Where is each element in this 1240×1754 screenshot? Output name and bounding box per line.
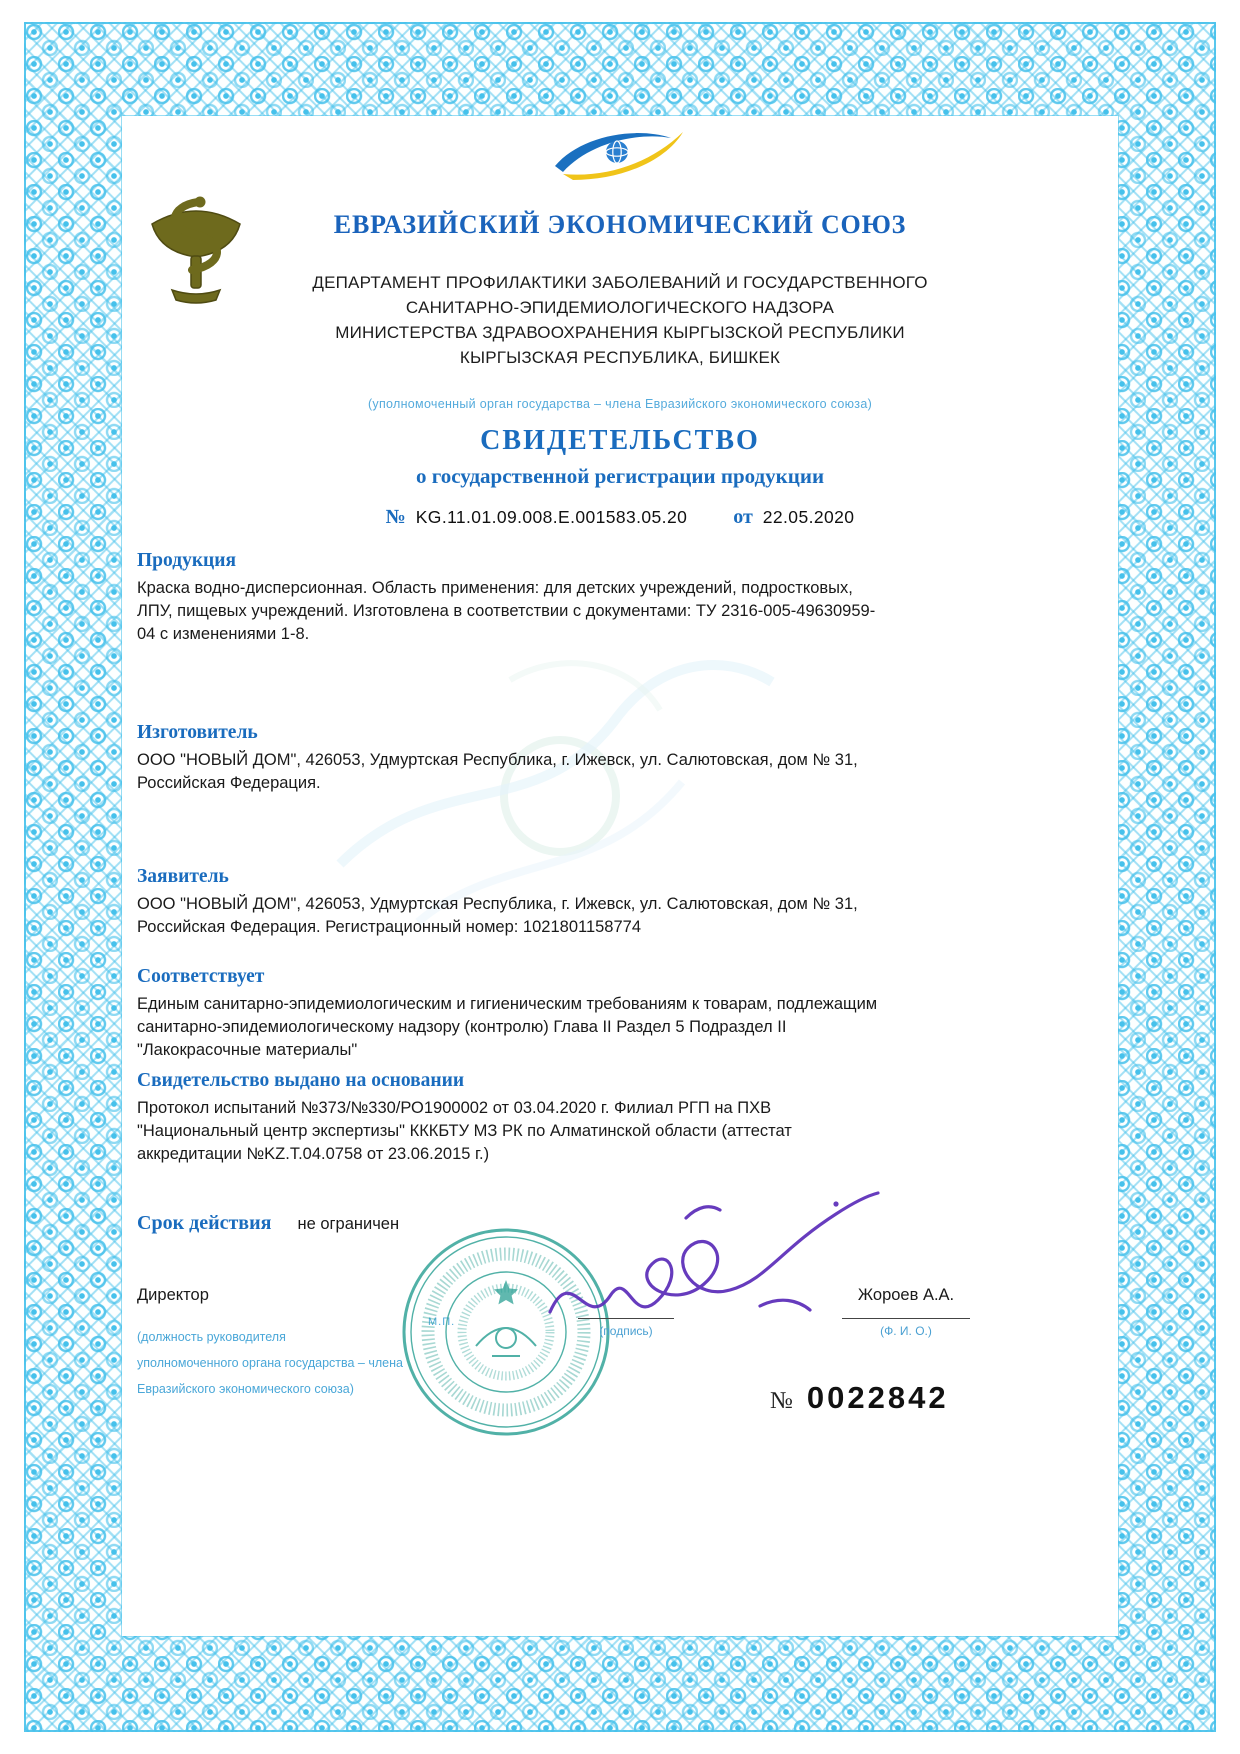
section-text-line: ООО "НОВЫЙ ДОМ", 426053, Удмуртская Республика, г. Ижевск, ул. Салютовская, дом № 31, — [137, 895, 858, 913]
certificate-date: 22.05.2020 — [762, 507, 855, 527]
validity-value: не ограничен — [297, 1215, 400, 1233]
section-text-line: Российская Федерация. Регистрационный номер: 1021801158774 — [137, 918, 642, 936]
section-text-line: ООО "НОВЫЙ ДОМ", 426053, Удмуртская Республика, г. Ижевск, ул. Салютовская, дом № 31, — [137, 751, 858, 769]
validity-row — [137, 1212, 399, 1235]
certificate-number: KG.11.01.09.008.E.001583.05.20 — [415, 507, 688, 527]
number-sign: № — [385, 506, 406, 528]
seal-place-mark: М.П. — [428, 1316, 456, 1328]
position-note — [137, 1324, 497, 1402]
document-title: СВИДЕТЕЛЬСТВО — [480, 425, 760, 456]
authority-note: (уполномоченный орган государства – члена Евразийского экономического союза) — [367, 397, 873, 411]
signature-ink-icon — [530, 1184, 910, 1374]
section-conformity — [137, 966, 1125, 1062]
section-text-line: ЛПУ, пищевых учреждений. Изготовлена в соответствии с документами: ТУ 2316-005-49630959- — [137, 602, 876, 620]
section-heading: Изготовитель — [137, 722, 258, 743]
section-text-line: Краска водно-дисперсионная. Область применения: для детских учреждений, подростковых, — [137, 579, 853, 597]
section-heading: Заявитель — [137, 866, 229, 887]
serial-number-sign: № — [770, 1388, 793, 1414]
section-issuance-basis — [137, 1070, 1125, 1166]
department-line: МИНИСТЕРСТВА ЗДРАВООХРАНЕНИЯ КЫРГЫЗСКОЙ РЕСПУБЛИКИ — [335, 323, 905, 342]
section-text-line: 04 с изменениями 1-8. — [137, 625, 310, 643]
section-manufacturer — [137, 722, 1125, 795]
department-line: КЫРГЫЗСКАЯ РЕСПУБЛИКА, БИШКЕК — [459, 348, 781, 367]
signature-line — [578, 1318, 674, 1319]
section-text-line: Протокол испытаний №373/№330/РО1900002 от 03.04.2020 г. Филиал РГП на ПХВ — [137, 1099, 772, 1117]
section-text-line: санитарно-эпидемиологическому надзору (контролю) Глава II Раздел 5 Подраздел II — [137, 1018, 787, 1036]
validity-label: Срок действия — [137, 1212, 272, 1234]
section-text-line: "Национальный центр экспертизы" КККБТУ МЗ РК по Алматинской области (аттестат — [137, 1122, 792, 1140]
section-heading: Продукция — [137, 550, 237, 571]
name-caption: (Ф. И. О.) — [880, 1324, 932, 1338]
serial-number: 0022842 — [806, 1380, 949, 1415]
union-title: ЕВРАЗИЙСКИЙ ЭКОНОМИЧЕСКИЙ СОЮЗ — [333, 210, 907, 239]
director-label: Директор — [137, 1286, 209, 1304]
signature-caption: (подпись) — [599, 1324, 653, 1338]
serial-number-row — [770, 1380, 949, 1416]
section-text-line: аккредитации №KZ.T.04.0758 от 23.06.2015 г.) — [137, 1145, 490, 1163]
position-note-line: (должность руководителя — [137, 1330, 286, 1344]
name-line — [842, 1318, 970, 1319]
department-line: ДЕПАРТАМЕНТ ПРОФИЛАКТИКИ ЗАБОЛЕВАНИЙ И ГОСУДАРСТВЕННОГО — [312, 273, 928, 292]
department-address — [128, 270, 1112, 370]
section-text-line: Единым санитарно-эпидемиологическим и гигиеническим требованиям к товарам, подлежащим — [137, 995, 878, 1013]
certificate-number-line — [128, 506, 1112, 529]
section-product — [137, 550, 1125, 646]
document-subtitle: о государственной регистрации продукции — [415, 464, 825, 488]
position-note-line: уполномоченного органа государства – члена — [137, 1356, 403, 1370]
section-text-line: "Лакокрасочные материалы" — [137, 1041, 358, 1059]
director-name: Жороев А.А. — [857, 1286, 955, 1304]
department-line: САНИТАРНО-ЭПИДЕМИОЛОГИЧЕСКОГО НАДЗОРА — [405, 298, 835, 317]
section-heading: Соответствует — [137, 966, 265, 987]
eaeu-logo-icon — [128, 124, 1112, 191]
section-applicant — [137, 866, 1125, 939]
date-label: от — [733, 506, 753, 528]
section-heading: Свидетельство выдано на основании — [137, 1070, 465, 1091]
section-text-line: Российская Федерация. — [137, 774, 321, 792]
position-note-line: Евразийского экономического союза) — [137, 1382, 354, 1396]
